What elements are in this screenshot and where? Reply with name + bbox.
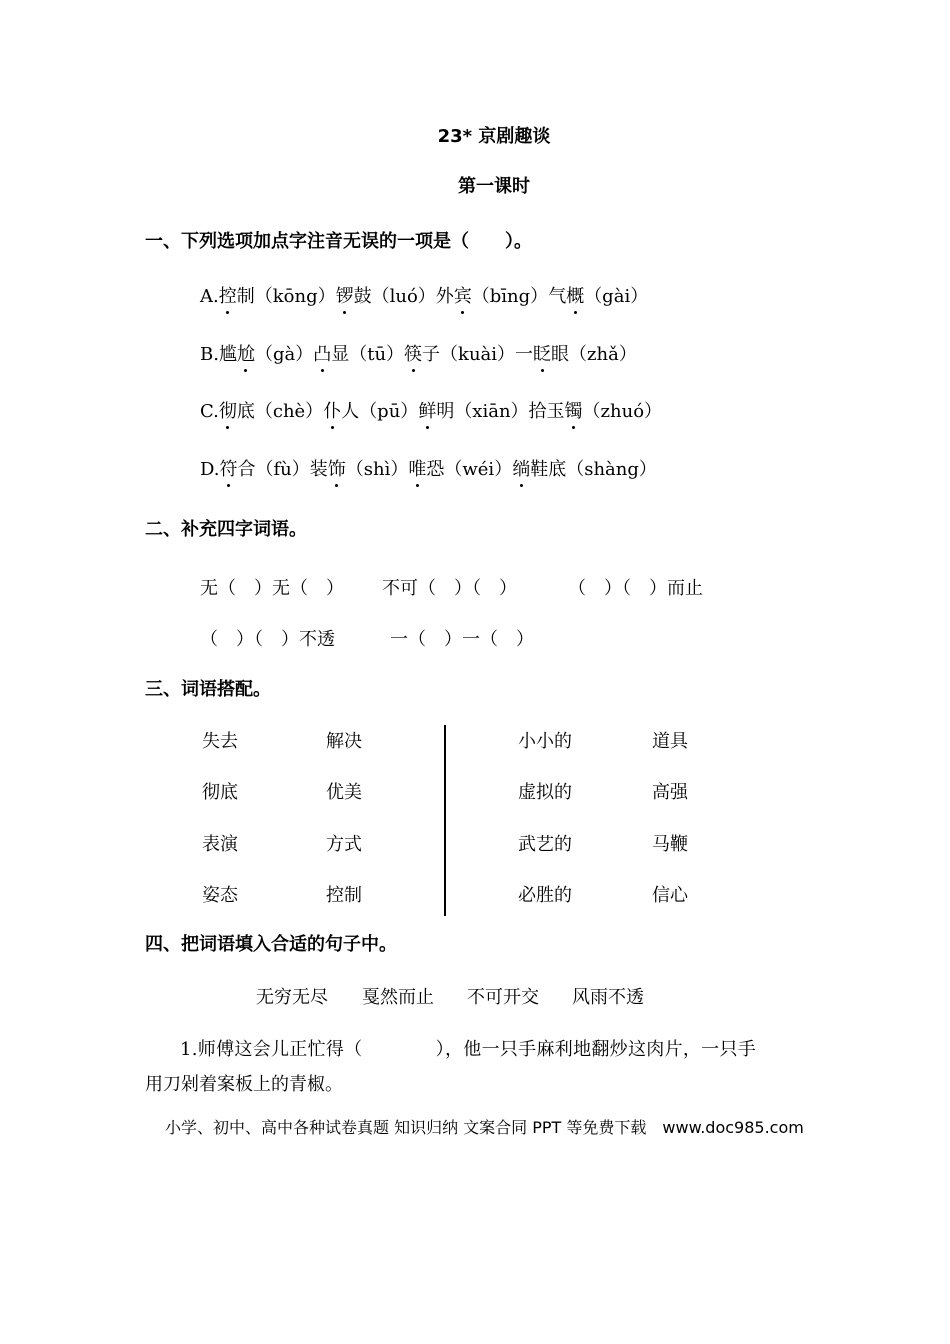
word-part: 人 — [341, 401, 360, 423]
option-label: B. — [200, 343, 219, 365]
option-c — [200, 400, 662, 424]
divider-line — [444, 725, 446, 916]
word-part: 尴 — [218, 343, 237, 365]
option-d — [200, 458, 657, 482]
match-word: 失去 — [202, 731, 238, 752]
word-part: 显 — [331, 343, 350, 365]
q3-heading: 三、词语搭配。 — [145, 679, 271, 700]
pinyin: （gà） — [254, 343, 314, 365]
match-word: 道具 — [652, 731, 688, 752]
match-word: 信心 — [652, 884, 688, 906]
word-part: 一 — [515, 343, 534, 365]
q2-item: （ ）（ ）而止 — [568, 578, 703, 599]
match-word: 虚拟的 — [518, 782, 572, 804]
q2-item: 无（ ）无（ ） — [200, 578, 344, 599]
word-part: 鞋底 — [530, 459, 567, 481]
word-part: 子 — [422, 343, 441, 365]
pinyin: （gài） — [584, 286, 649, 307]
q1-heading: 一、下列选项加点字注音无误的一项是（ ）。 — [145, 231, 532, 252]
q2-heading: 二、补充四字词语。 — [145, 519, 307, 540]
dotted-char: 镯 — [564, 401, 583, 423]
pinyin: （bīng） — [471, 286, 549, 307]
word-part: 制 — [236, 286, 255, 307]
dotted-char: 概 — [566, 286, 585, 307]
word-bank-item: 风雨不透 — [572, 987, 644, 1008]
option-label: D. — [200, 459, 220, 481]
pinyin: （kuài） — [440, 343, 516, 365]
dotted-char: 控 — [218, 286, 237, 307]
pinyin: （xiān） — [454, 401, 529, 423]
word-part: 合 — [237, 459, 256, 481]
dotted-char: 凸 — [313, 343, 332, 365]
footer-text: 小学、初中、高中各种试卷真题 知识归纳 文案合同 PPT 等免费下载 www.doc985.com — [165, 1118, 804, 1137]
pinyin: （kōng） — [254, 286, 336, 307]
sentence-1-line-1: 1.师傅这会儿正忙得（ ），他一只手麻利地翻炒这肉片，一只手 — [180, 1039, 757, 1060]
match-word: 武艺的 — [518, 833, 572, 855]
match-word: 姿态 — [202, 884, 238, 906]
dotted-char: 仆 — [323, 401, 342, 423]
option-label: C. — [200, 401, 219, 423]
word-part: 装 — [309, 459, 328, 481]
word-part: 拾玉 — [528, 401, 565, 423]
q2-item: 不可（ ）（ ） — [382, 578, 517, 599]
pinyin: （pū） — [359, 401, 419, 423]
pinyin: （shàng） — [566, 459, 657, 481]
pinyin: （shì） — [345, 459, 409, 481]
pinyin: （fù） — [255, 459, 310, 481]
word-part: 明 — [436, 401, 455, 423]
dotted-char: 符 — [219, 459, 238, 481]
match-word: 彻底 — [202, 782, 238, 804]
word-bank-item: 戛然而止 — [362, 987, 434, 1008]
match-word: 必胜的 — [518, 884, 572, 906]
word-part: 恐 — [426, 459, 445, 481]
word-part: 鼓 — [353, 286, 372, 307]
match-word: 解决 — [326, 731, 362, 752]
dotted-char: 唯 — [408, 459, 427, 481]
dotted-char: 筷 — [404, 343, 423, 365]
q2-item: 一（ ）一（ ） — [390, 629, 534, 650]
match-word: 方式 — [326, 833, 362, 855]
pinyin: （tū） — [349, 343, 405, 365]
word-bank-item: 不可开交 — [467, 987, 539, 1008]
dotted-char: 鲜 — [418, 401, 437, 423]
option-b — [200, 343, 637, 367]
option-a — [200, 285, 648, 309]
word-part: 眼 — [551, 343, 570, 365]
match-word: 控制 — [326, 884, 362, 906]
word-bank-item: 无穷无尽 — [256, 987, 328, 1008]
pinyin: （chè） — [254, 401, 324, 423]
q2-item: （ ）（ ）不透 — [200, 629, 335, 650]
match-word: 小小的 — [518, 731, 572, 752]
pinyin: （zhuó） — [582, 401, 663, 423]
match-word: 表演 — [202, 833, 238, 855]
pinyin: （luó） — [371, 286, 436, 307]
pinyin: （wéi） — [444, 459, 513, 481]
dotted-char: 尬 — [236, 343, 255, 365]
word-part: 底 — [236, 401, 255, 423]
option-label: A. — [200, 286, 219, 307]
match-word: 马鞭 — [652, 833, 688, 855]
match-word: 高强 — [652, 782, 688, 804]
sentence-1-line-2: 用刀剁着案板上的青椒。 — [145, 1074, 343, 1095]
doc-subtitle: 第一课时 — [458, 176, 530, 197]
dotted-char: 绱 — [512, 459, 531, 481]
pinyin: （zhǎ） — [569, 343, 637, 365]
dotted-char: 彻 — [218, 401, 237, 423]
dotted-char: 饰 — [327, 459, 346, 481]
word-part: 气 — [548, 286, 567, 307]
q4-heading: 四、把词语填入合适的句子中。 — [145, 934, 397, 955]
dotted-char: 锣 — [335, 286, 354, 307]
dotted-char: 眨 — [533, 343, 552, 365]
doc-title: 23* 京剧趣谈 — [437, 126, 551, 147]
dotted-char: 宾 — [453, 286, 472, 307]
word-part: 外 — [435, 286, 454, 307]
match-word: 优美 — [326, 782, 362, 804]
